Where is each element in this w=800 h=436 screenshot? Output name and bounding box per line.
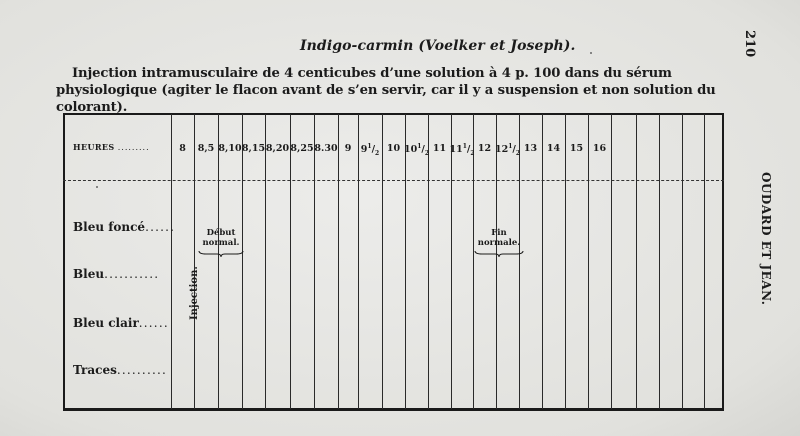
column-rule	[358, 114, 359, 409]
column-rule	[473, 114, 474, 409]
header-separator	[63, 180, 724, 181]
column-rule	[265, 114, 266, 409]
row-label-traces	[73, 363, 167, 377]
header-label-text: HEURES	[73, 142, 115, 152]
column-rule	[704, 114, 705, 409]
column-rule	[659, 114, 660, 409]
hour-header: 12	[477, 143, 492, 154]
hour-header: 8,15	[241, 143, 266, 154]
hour-header: $12^1/_2$	[494, 143, 521, 158]
injection-label: Injection.	[189, 266, 200, 320]
hour-header: 13	[523, 143, 538, 154]
header-label	[73, 142, 150, 152]
column-rule	[171, 114, 172, 409]
hour-header: 11	[432, 143, 447, 154]
column-rule	[636, 114, 637, 409]
section-title: Indigo-carmin (Voelker et Joseph).	[300, 38, 576, 54]
hour-header: 16	[592, 143, 607, 154]
column-rule	[314, 114, 315, 409]
column-rule	[290, 114, 291, 409]
hour-header: 10	[386, 143, 401, 154]
brace-fin	[474, 250, 524, 258]
header-label-dots: .........	[117, 143, 150, 152]
hour-header: $9^1/_2$	[360, 143, 380, 158]
row-label-bleu-clair	[73, 316, 169, 330]
row-label-text: Bleu foncé	[73, 220, 146, 234]
column-rule	[682, 114, 683, 409]
column-rule	[588, 114, 589, 409]
note-line: normal.	[202, 238, 240, 248]
column-rule	[218, 114, 219, 409]
row-label-dots: ..........	[116, 363, 168, 377]
brace-debut	[198, 250, 244, 258]
intro-paragraph: Injection intramusculaire de 4 centicubes d’une solution à 4 p. 100 dans du sérum physiologique (agiter le flacon avant de s’en servir, car il y a suspension et non solution du colorant).	[56, 66, 716, 115]
note-line: Début	[206, 228, 236, 238]
page-number: 210	[742, 30, 757, 58]
row-label-dots: ......	[138, 316, 169, 330]
hour-header: 8,20	[265, 143, 290, 154]
column-rule	[451, 114, 452, 409]
note-fin-normale	[474, 228, 524, 248]
row-label-dots: ......	[145, 220, 176, 234]
hour-header: $10^1/_2$	[403, 143, 430, 158]
hour-header: 8,25	[290, 143, 314, 154]
column-rule	[542, 114, 543, 409]
column-rule	[194, 114, 195, 409]
hour-header: 8.30	[314, 143, 338, 154]
row-label-bleu	[73, 267, 159, 281]
column-rule	[565, 114, 566, 409]
hour-header: 8,10	[218, 143, 242, 154]
note-line: Fin	[491, 228, 507, 238]
row-label-text: Traces	[73, 363, 117, 377]
hour-header: 9	[344, 143, 352, 154]
column-rule	[496, 114, 497, 409]
column-rule	[382, 114, 383, 409]
column-rule	[611, 114, 612, 409]
row-label-bleu-fonce	[73, 220, 175, 234]
speck	[96, 186, 98, 188]
row-label-text: Bleu	[73, 267, 105, 281]
hour-header: 14	[546, 143, 561, 154]
column-rule	[519, 114, 520, 409]
column-rule	[405, 114, 406, 409]
note-debut-normal	[198, 228, 244, 248]
row-label-dots: ...........	[104, 267, 160, 281]
column-rule	[242, 114, 243, 409]
column-rule	[338, 114, 339, 409]
hour-header: 15	[569, 143, 584, 154]
hour-header: 8	[179, 143, 186, 154]
column-rule	[428, 114, 429, 409]
speck	[590, 52, 592, 54]
hour-header: 8,5	[197, 143, 215, 154]
running-head: OUDARD ET JEAN.	[759, 172, 773, 306]
note-line: normale.	[477, 238, 521, 248]
hour-header: $11^1/_2$	[449, 143, 475, 158]
row-label-text: Bleu clair	[73, 316, 139, 330]
